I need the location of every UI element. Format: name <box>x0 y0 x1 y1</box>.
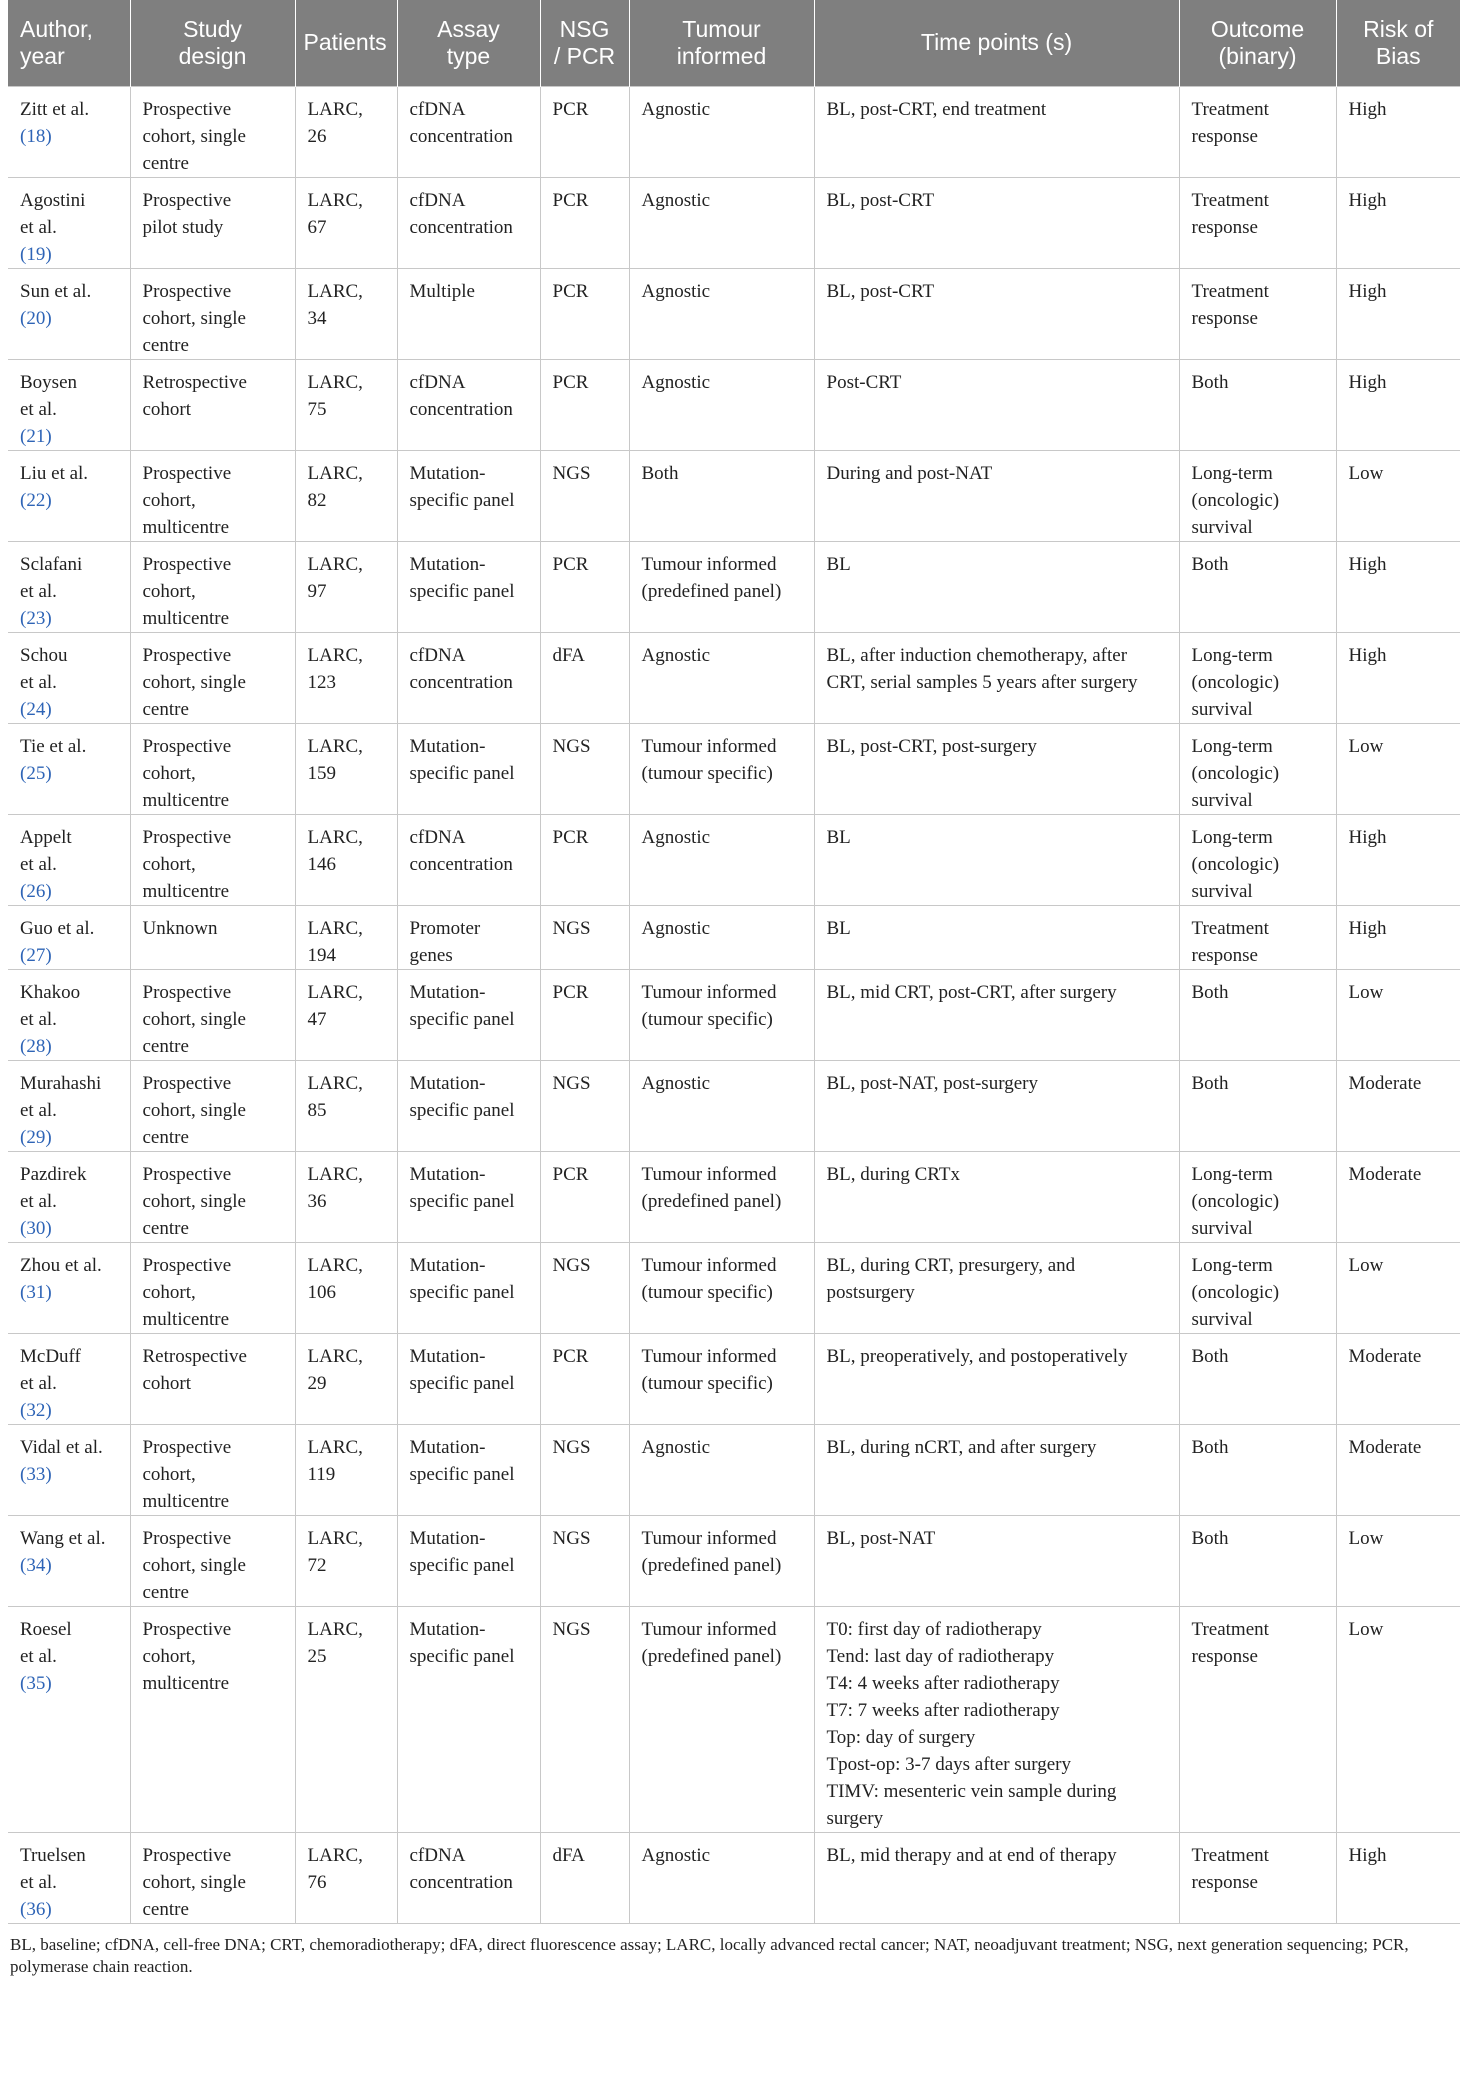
timepoints-cell: T0: first day of radiotherapy Tend: last day of radiotherapy T4: 4 weeks after radiotherapy T7: 7 weeks after radiotherapy Top: day of surgery Tpost-op: 3-7 days after surgery TIMV: mesenteric vein sample during surgery <box>814 1606 1179 1832</box>
assay-cell: Mutation- specific panel <box>397 541 540 632</box>
informed-cell: Tumour informed (predefined panel) <box>629 1151 814 1242</box>
reference-link[interactable]: (27) <box>20 944 52 966</box>
author-name: Schou et al. <box>20 644 68 693</box>
reference-link[interactable]: (28) <box>20 1035 52 1057</box>
table-row <box>8 268 1460 359</box>
author-name: Guo et al. <box>20 917 95 939</box>
author-cell <box>8 723 130 814</box>
reference-link[interactable]: (32) <box>20 1399 52 1421</box>
reference-link[interactable]: (26) <box>20 880 52 902</box>
patients-cell: LARC, 76 <box>295 1832 397 1923</box>
author-name: Zitt et al. <box>20 98 90 120</box>
outcome-cell: Both <box>1179 1333 1336 1424</box>
reference-link[interactable]: (35) <box>20 1672 52 1694</box>
table-row <box>8 1832 1460 1923</box>
assay-cell: Mutation- specific panel <box>397 1151 540 1242</box>
author-cell <box>8 268 130 359</box>
patients-cell: LARC, 26 <box>295 86 397 177</box>
bias-cell: High <box>1336 541 1460 632</box>
patients-cell: LARC, 146 <box>295 814 397 905</box>
method-cell: dFA <box>540 632 629 723</box>
design-cell: Prospective cohort, single centre <box>130 86 295 177</box>
timepoints-cell: BL, mid CRT, post-CRT, after surgery <box>814 969 1179 1060</box>
author-name: Zhou et al. <box>20 1254 102 1276</box>
reference-link[interactable]: (24) <box>20 698 52 720</box>
table-row <box>8 541 1460 632</box>
assay-cell: Mutation- specific panel <box>397 1242 540 1333</box>
author-cell <box>8 1151 130 1242</box>
informed-cell: Agnostic <box>629 1832 814 1923</box>
method-cell: NGS <box>540 1515 629 1606</box>
patients-cell: LARC, 82 <box>295 450 397 541</box>
reference-link[interactable]: (19) <box>20 243 52 265</box>
reference-link[interactable]: (30) <box>20 1217 52 1239</box>
timepoints-cell: BL, post-CRT, post-surgery <box>814 723 1179 814</box>
author-name: Sun et al. <box>20 280 92 302</box>
informed-cell: Agnostic <box>629 1060 814 1151</box>
author-name: Pazdirek et al. <box>20 1163 87 1212</box>
method-cell: PCR <box>540 814 629 905</box>
informed-cell: Agnostic <box>629 359 814 450</box>
informed-cell: Agnostic <box>629 905 814 969</box>
bias-cell: Low <box>1336 1606 1460 1832</box>
outcome-cell: Long-term (oncologic) survival <box>1179 1151 1336 1242</box>
bias-cell: High <box>1336 86 1460 177</box>
informed-cell: Tumour informed (tumour specific) <box>629 1333 814 1424</box>
method-cell: PCR <box>540 359 629 450</box>
patients-cell: LARC, 67 <box>295 177 397 268</box>
method-cell: NGS <box>540 905 629 969</box>
design-cell: Prospective cohort, multicentre <box>130 814 295 905</box>
design-cell: Prospective cohort, multicentre <box>130 723 295 814</box>
informed-cell: Tumour informed (predefined panel) <box>629 1515 814 1606</box>
table-figure <box>8 0 1460 1978</box>
method-cell: PCR <box>540 86 629 177</box>
patients-cell: LARC, 119 <box>295 1424 397 1515</box>
method-cell: NGS <box>540 450 629 541</box>
method-cell: PCR <box>540 969 629 1060</box>
timepoints-cell: BL, post-CRT <box>814 268 1179 359</box>
design-cell: Prospective cohort, multicentre <box>130 1606 295 1832</box>
timepoints-cell: BL, mid therapy and at end of therapy <box>814 1832 1179 1923</box>
table-row <box>8 1151 1460 1242</box>
patients-cell: LARC, 29 <box>295 1333 397 1424</box>
bias-cell: High <box>1336 905 1460 969</box>
outcome-cell: Both <box>1179 969 1336 1060</box>
reference-link[interactable]: (25) <box>20 762 52 784</box>
table-row <box>8 450 1460 541</box>
bias-cell: High <box>1336 1832 1460 1923</box>
author-cell <box>8 1515 130 1606</box>
author-cell <box>8 177 130 268</box>
author-name: Wang et al. <box>20 1527 106 1549</box>
design-cell: Prospective cohort, single centre <box>130 1060 295 1151</box>
table-row <box>8 1242 1460 1333</box>
author-cell <box>8 1333 130 1424</box>
outcome-cell: Both <box>1179 1060 1336 1151</box>
bias-cell: High <box>1336 359 1460 450</box>
studies-table <box>8 0 1460 1924</box>
outcome-cell: Both <box>1179 359 1336 450</box>
design-cell: Prospective pilot study <box>130 177 295 268</box>
author-name: Tie et al. <box>20 735 87 757</box>
method-cell: PCR <box>540 268 629 359</box>
outcome-cell: Long-term (oncologic) survival <box>1179 450 1336 541</box>
timepoints-cell: During and post-NAT <box>814 450 1179 541</box>
header-method: NSG / PCR <box>540 0 629 86</box>
patients-cell: LARC, 106 <box>295 1242 397 1333</box>
author-cell <box>8 541 130 632</box>
author-cell <box>8 359 130 450</box>
patients-cell: LARC, 123 <box>295 632 397 723</box>
assay-cell: cfDNA concentration <box>397 177 540 268</box>
timepoints-cell: BL <box>814 814 1179 905</box>
table-row <box>8 1515 1460 1606</box>
informed-cell: Tumour informed (predefined panel) <box>629 541 814 632</box>
author-name: McDuff et al. <box>20 1345 81 1394</box>
informed-cell: Agnostic <box>629 1424 814 1515</box>
author-name: Sclafani et al. <box>20 553 83 602</box>
table-row <box>8 723 1460 814</box>
outcome-cell: Treatment response <box>1179 905 1336 969</box>
header-timepoints: Time points (s) <box>814 0 1179 86</box>
reference-link[interactable]: (36) <box>20 1898 52 1920</box>
reference-link[interactable]: (31) <box>20 1281 52 1303</box>
author-name: Appelt et al. <box>20 826 72 875</box>
table-footnote: BL, baseline; cfDNA, cell-free DNA; CRT, chemoradiotherapy; dFA, direct fluorescence assay; LARC, locally advanced rectal cancer; NAT, neoadjuvant treatment; NSG, next generation sequencing; PCR, polymerase chain reaction. <box>10 1934 1409 1976</box>
informed-cell: Agnostic <box>629 268 814 359</box>
reference-link[interactable]: (21) <box>20 425 52 447</box>
patients-cell: LARC, 36 <box>295 1151 397 1242</box>
timepoints-cell: BL, after induction chemotherapy, after CRT, serial samples 5 years after surgery <box>814 632 1179 723</box>
author-cell <box>8 1606 130 1832</box>
author-cell <box>8 969 130 1060</box>
timepoints-cell: BL, post-CRT <box>814 177 1179 268</box>
design-cell: Prospective cohort, multicentre <box>130 541 295 632</box>
bias-cell: Low <box>1336 969 1460 1060</box>
informed-cell: Tumour informed (predefined panel) <box>629 1606 814 1832</box>
outcome-cell: Both <box>1179 541 1336 632</box>
timepoints-cell: BL <box>814 541 1179 632</box>
header-patients: Patients <box>295 0 397 86</box>
author-name: Boysen et al. <box>20 371 77 420</box>
table-row <box>8 969 1460 1060</box>
patients-cell: LARC, 34 <box>295 268 397 359</box>
assay-cell: Mutation- specific panel <box>397 969 540 1060</box>
patients-cell: LARC, 85 <box>295 1060 397 1151</box>
author-name: Agostini et al. <box>20 189 86 238</box>
design-cell: Prospective cohort, multicentre <box>130 450 295 541</box>
table-row <box>8 1424 1460 1515</box>
method-cell: NGS <box>540 1424 629 1515</box>
timepoints-cell: BL, post-NAT <box>814 1515 1179 1606</box>
table-row <box>8 1333 1460 1424</box>
bias-cell: Moderate <box>1336 1060 1460 1151</box>
author-name: Roesel et al. <box>20 1618 72 1667</box>
assay-cell: Promoter genes <box>397 905 540 969</box>
outcome-cell: Long-term (oncologic) survival <box>1179 632 1336 723</box>
bias-cell: High <box>1336 268 1460 359</box>
assay-cell: Mutation- specific panel <box>397 1515 540 1606</box>
design-cell: Retrospective cohort <box>130 1333 295 1424</box>
reference-link[interactable]: (22) <box>20 489 52 511</box>
header-bias: Risk of Bias <box>1336 0 1460 86</box>
informed-cell: Tumour informed (tumour specific) <box>629 723 814 814</box>
outcome-cell: Long-term (oncologic) survival <box>1179 1242 1336 1333</box>
bias-cell: High <box>1336 632 1460 723</box>
outcome-cell: Long-term (oncologic) survival <box>1179 814 1336 905</box>
bias-cell: Moderate <box>1336 1424 1460 1515</box>
informed-cell: Tumour informed (tumour specific) <box>629 969 814 1060</box>
patients-cell: LARC, 25 <box>295 1606 397 1832</box>
timepoints-cell: BL <box>814 905 1179 969</box>
method-cell: NGS <box>540 1060 629 1151</box>
outcome-cell: Treatment response <box>1179 177 1336 268</box>
assay-cell: cfDNA concentration <box>397 632 540 723</box>
bias-cell: Low <box>1336 723 1460 814</box>
table-row <box>8 86 1460 177</box>
method-cell: PCR <box>540 541 629 632</box>
outcome-cell: Treatment response <box>1179 1606 1336 1832</box>
design-cell: Prospective cohort, single centre <box>130 969 295 1060</box>
outcome-cell: Treatment response <box>1179 1832 1336 1923</box>
assay-cell: cfDNA concentration <box>397 86 540 177</box>
design-cell: Retrospective cohort <box>130 359 295 450</box>
assay-cell: Mutation- specific panel <box>397 1060 540 1151</box>
author-cell <box>8 632 130 723</box>
method-cell: NGS <box>540 723 629 814</box>
timepoints-cell: BL, post-CRT, end treatment <box>814 86 1179 177</box>
author-cell <box>8 1424 130 1515</box>
assay-cell: cfDNA concentration <box>397 359 540 450</box>
bias-cell: Moderate <box>1336 1333 1460 1424</box>
design-cell: Unknown <box>130 905 295 969</box>
header-author: Author, year <box>8 0 130 86</box>
author-cell <box>8 1060 130 1151</box>
reference-link[interactable]: (20) <box>20 307 52 329</box>
bias-cell: Low <box>1336 1515 1460 1606</box>
design-cell: Prospective cohort, single centre <box>130 1832 295 1923</box>
timepoints-cell: BL, post-NAT, post-surgery <box>814 1060 1179 1151</box>
design-cell: Prospective cohort, single centre <box>130 268 295 359</box>
design-cell: Prospective cohort, multicentre <box>130 1242 295 1333</box>
table-row <box>8 1060 1460 1151</box>
reference-link[interactable]: (33) <box>20 1463 52 1485</box>
patients-cell: LARC, 75 <box>295 359 397 450</box>
author-name: Khakoo et al. <box>20 981 81 1030</box>
timepoints-cell: BL, preoperatively, and postoperatively <box>814 1333 1179 1424</box>
patients-cell: LARC, 194 <box>295 905 397 969</box>
author-cell <box>8 814 130 905</box>
bias-cell: High <box>1336 177 1460 268</box>
table-row <box>8 177 1460 268</box>
outcome-cell: Both <box>1179 1424 1336 1515</box>
author-name: Murahashi et al. <box>20 1072 102 1121</box>
patients-cell: LARC, 72 <box>295 1515 397 1606</box>
assay-cell: Mutation- specific panel <box>397 1606 540 1832</box>
design-cell: Prospective cohort, single centre <box>130 632 295 723</box>
header-informed: Tumour informed <box>629 0 814 86</box>
method-cell: PCR <box>540 1333 629 1424</box>
author-cell <box>8 86 130 177</box>
author-cell <box>8 450 130 541</box>
reference-link[interactable]: (23) <box>20 607 52 629</box>
author-cell <box>8 1242 130 1333</box>
table-row <box>8 1606 1460 1832</box>
table-row <box>8 814 1460 905</box>
author-cell <box>8 905 130 969</box>
header-design: Study design <box>130 0 295 86</box>
outcome-cell: Treatment response <box>1179 268 1336 359</box>
assay-cell: Multiple <box>397 268 540 359</box>
assay-cell: cfDNA concentration <box>397 814 540 905</box>
design-cell: Prospective cohort, single centre <box>130 1515 295 1606</box>
method-cell: PCR <box>540 1151 629 1242</box>
informed-cell: Agnostic <box>629 814 814 905</box>
assay-cell: Mutation- specific panel <box>397 723 540 814</box>
outcome-cell: Long-term (oncologic) survival <box>1179 723 1336 814</box>
author-name: Truelsen et al. <box>20 1844 86 1893</box>
informed-cell: Both <box>629 450 814 541</box>
assay-cell: Mutation- specific panel <box>397 1424 540 1515</box>
author-name: Vidal et al. <box>20 1436 103 1458</box>
assay-cell: Mutation- specific panel <box>397 1333 540 1424</box>
method-cell: PCR <box>540 177 629 268</box>
header-outcome: Outcome (binary) <box>1179 0 1336 86</box>
outcome-cell: Treatment response <box>1179 86 1336 177</box>
reference-link[interactable]: (29) <box>20 1126 52 1148</box>
patients-cell: LARC, 97 <box>295 541 397 632</box>
reference-link[interactable]: (34) <box>20 1554 52 1576</box>
bias-cell: Moderate <box>1336 1151 1460 1242</box>
patients-cell: LARC, 47 <box>295 969 397 1060</box>
design-cell: Prospective cohort, multicentre <box>130 1424 295 1515</box>
timepoints-cell: Post-CRT <box>814 359 1179 450</box>
timepoints-cell: BL, during CRTx <box>814 1151 1179 1242</box>
assay-cell: Mutation- specific panel <box>397 450 540 541</box>
timepoints-cell: BL, during CRT, presurgery, and postsurgery <box>814 1242 1179 1333</box>
method-cell: dFA <box>540 1832 629 1923</box>
bias-cell: Low <box>1336 1242 1460 1333</box>
reference-link[interactable]: (18) <box>20 125 52 147</box>
method-cell: NGS <box>540 1606 629 1832</box>
design-cell: Prospective cohort, single centre <box>130 1151 295 1242</box>
informed-cell: Tumour informed (tumour specific) <box>629 1242 814 1333</box>
bias-cell: High <box>1336 814 1460 905</box>
bias-cell: Low <box>1336 450 1460 541</box>
informed-cell: Agnostic <box>629 86 814 177</box>
table-row <box>8 359 1460 450</box>
author-name: Liu et al. <box>20 462 89 484</box>
informed-cell: Agnostic <box>629 632 814 723</box>
table-row <box>8 905 1460 969</box>
header-assay: Assay type <box>397 0 540 86</box>
outcome-cell: Both <box>1179 1515 1336 1606</box>
header-row <box>8 0 1460 86</box>
table-row <box>8 632 1460 723</box>
author-cell <box>8 1832 130 1923</box>
assay-cell: cfDNA concentration <box>397 1832 540 1923</box>
timepoints-cell: BL, during nCRT, and after surgery <box>814 1424 1179 1515</box>
informed-cell: Agnostic <box>629 177 814 268</box>
patients-cell: LARC, 159 <box>295 723 397 814</box>
method-cell: NGS <box>540 1242 629 1333</box>
